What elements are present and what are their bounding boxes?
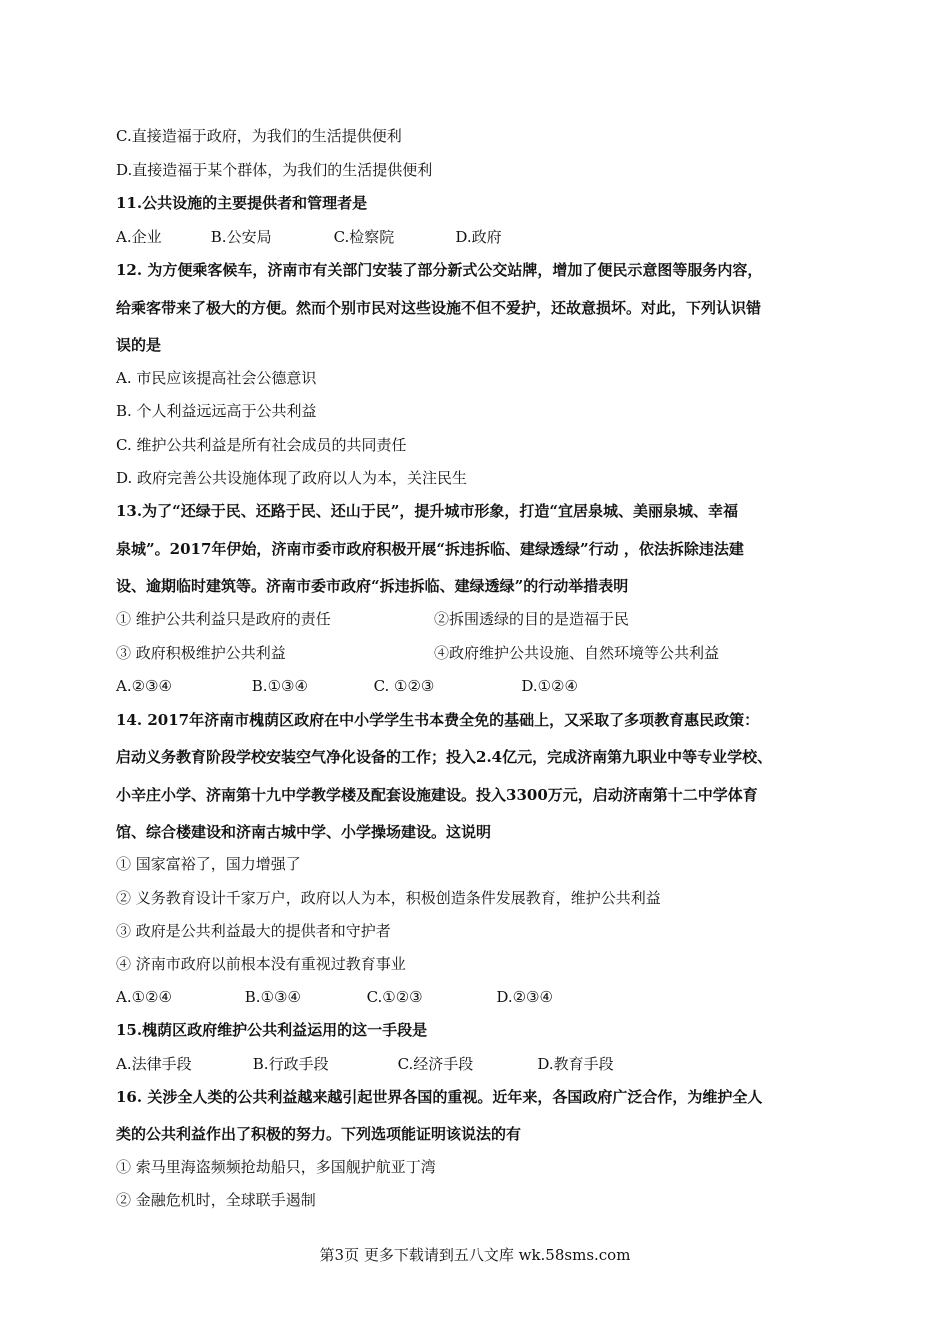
q14-statement-1: ① 国家富裕了，国力增强了 [116,855,301,873]
q14-statement-3: ③ 政府是公共利益最大的提供者和守护者 [116,922,391,940]
q13-statement-1: ① 维护公共利益只是政府的责任 [116,610,331,628]
question-14-line-3: 小辛庄小学、济南第十九中学教学楼及配套设施建设。投入3300万元，启动济南第十二中学体育 [116,786,758,804]
question-14-line-2: 启动义务教育阶段学校安装空气净化设备的工作；投入2.4亿元，完成济南第九职业中等专业学校、 [116,748,773,766]
q11-option-d: D.政府 [455,228,502,246]
q13-statement-2: ②拆围透绿的目的是造福于民 [434,610,630,628]
question-12-line-1: 12. 为方便乘客候车，济南市有关部门安装了部分新式公交站牌，增加了便民示意图等服务内容， [116,261,763,279]
q14-statement-4: ④ 济南市政府以前根本没有重视过教育事业 [116,955,406,973]
q14-option-b: B.①③④ [244,988,301,1006]
option-d-q10: D.直接造福于某个群体，为我们的生活提供便利 [116,161,433,179]
q13-option-a: A.②③④ [116,677,172,695]
question-13-line-3: 设、逾期临时建筑等。济南市委市政府“拆违拆临、建绿透绿”的行动举措表明 [116,577,629,595]
q13-statement-4: ④政府维护公共设施、自然环境等公共利益 [434,644,720,662]
page-footer: 第3页 更多下载请到五八文库 wk.58sms.com [319,1246,631,1264]
q13-option-c: C. ①②③ [373,677,435,695]
q11-option-b: B.公安局 [210,228,272,246]
question-11-options [116,227,502,247]
q13-option-b: B.①③④ [251,677,308,695]
question-15: 15.槐荫区政府维护公共利益运用的这一手段是 [116,1021,428,1039]
q15-option-d: D.教育手段 [537,1055,614,1073]
question-14-options [116,987,553,1007]
question-11: 11.公共设施的主要提供者和管理者是 [116,194,368,212]
q14-option-c: C.①②③ [366,988,423,1006]
q12-option-d: D. 政府完善公共设施体现了政府以人为本，关注民生 [116,469,468,487]
q15-option-c: C.经济手段 [397,1055,474,1073]
q16-statement-1: ① 索马里海盗频频抢劫船只，多国舰护航亚丁湾 [116,1158,436,1176]
q15-option-a: A.法律手段 [116,1055,192,1073]
q12-option-c: C. 维护公共利益是所有社会成员的共同责任 [116,436,407,454]
question-14-line-4: 馆、综合楼建设和济南古城中学、小学操场建设。这说明 [116,823,492,841]
question-12-line-2: 给乘客带来了极大的方便。然而个别市民对这些设施不但不爱护，还故意损坏。对此，下列认识错 [116,299,762,317]
q16-statement-2: ② 金融危机时，全球联手遏制 [116,1191,316,1209]
q12-option-a: A. 市民应该提高社会公德意识 [116,369,317,387]
question-13-options [116,676,578,696]
question-13-line-2: 泉城”。2017年伊始，济南市委市政府积极开展“拆违拆临、建绿透绿”行动 ，依法拆除违法建 [116,540,744,558]
q12-option-b: B. 个人利益远远高于公共利益 [116,402,317,420]
question-16-line-2: 类的公共利益作出了积极的努力。下列选项能证明该说法的有 [116,1125,522,1143]
question-13-line-1: 13.为了“还绿于民、还路于民、还山于民”，提升城市形象，打造“宜居泉城、美丽泉城、幸福 [116,502,738,520]
q11-option-c: C.检察院 [333,228,395,246]
q13-statement-3: ③ 政府积极维护公共利益 [116,644,286,662]
q14-statement-2: ② 义务教育设计千家万户，政府以人为本，积极创造条件发展教育，维护公共利益 [116,889,661,907]
question-15-options [116,1054,614,1074]
option-c-q10: C.直接造福于政府，为我们的生活提供便利 [116,127,402,145]
question-16-line-1: 16. 关涉全人类的公共利益越来越引起世界各国的重视。近年来，各国政府广泛合作，为维护全人 [116,1088,763,1106]
question-12-line-3: 误的是 [116,336,162,354]
q14-option-a: A.①②④ [116,988,172,1006]
q15-option-b: B.行政手段 [252,1055,329,1073]
q11-option-a: A.企业 [116,228,162,246]
q13-option-d: D.①②④ [521,677,578,695]
q14-option-d: D.②③④ [496,988,553,1006]
question-14-line-1: 14. 2017年济南市槐荫区政府在中小学学生书本费全免的基础上，又采取了多项教育惠民政策： [116,711,760,729]
